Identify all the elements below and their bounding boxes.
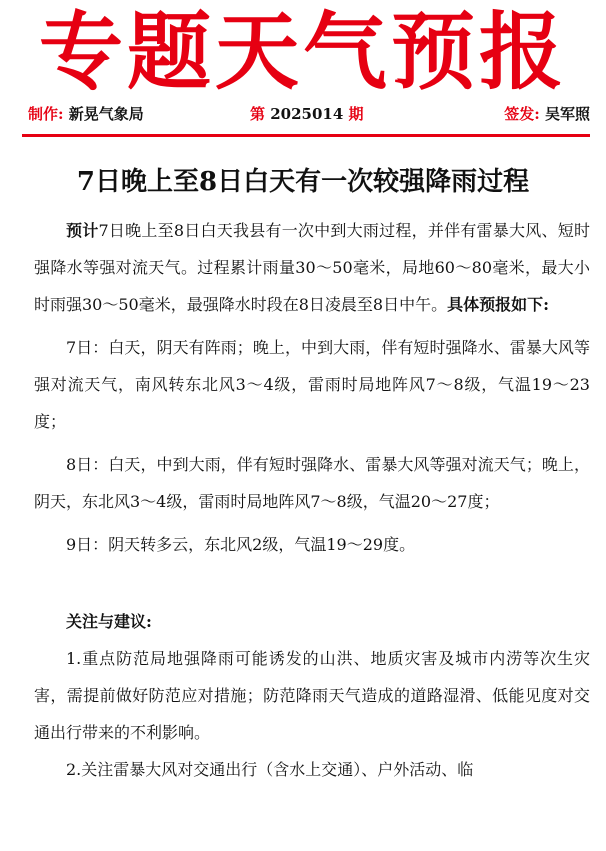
- issue-prefix: 第: [250, 105, 266, 123]
- issue-info-bar: [28, 102, 590, 126]
- signer-name: 吴军照: [544, 105, 590, 123]
- issue-number: 2025014: [270, 105, 344, 123]
- advice-item-2: 2.关注雷暴大风对交通出行（含水上交通）、户外活动、临: [66, 760, 474, 779]
- signer-label: 签发:: [504, 105, 540, 123]
- advice-heading: 关注与建议:: [66, 612, 152, 631]
- maker-name: 新晃气象局: [68, 105, 144, 123]
- header-divider: [22, 134, 590, 137]
- forecast-day-9: 9日：阴天转多云，东北风2级，气温19～29度。: [66, 535, 416, 554]
- maker-label: 制作:: [28, 105, 64, 123]
- intro-tail: 具体预报如下:: [447, 295, 550, 314]
- intro-lead: 预计: [66, 221, 99, 240]
- intro-text: 7日晚上至8日白天我县有一次中到大雨过程，并伴有雷暴大风、短时强降水等强对流天气。过程累计雨量30～50毫米，局地60～80毫米，最大小时雨强30～50毫米，最强降水时段在8日凌晨至8日中午。: [34, 221, 590, 314]
- forecast-day-7: 7日：白天，阴天有阵雨；晚上，中到大雨，伴有短时强降水、雷暴大风等强对流天气，南风转东北风3～4级，雷雨时局地阵风7～8级，气温19～23度；: [34, 338, 590, 431]
- forecast-day-8: 8日：白天，中到大雨，伴有短时强降水、雷暴大风等强对流天气；晚上，阴天，东北风3～4级，雷雨时局地阵风7～8级，气温20～27度；: [34, 455, 590, 511]
- issue-number-info: [250, 102, 364, 126]
- article-body: [34, 212, 590, 788]
- article-title: 7日晚上至8日白天有一次较强降雨过程: [76, 167, 530, 197]
- issue-suffix: 期: [348, 105, 364, 123]
- masthead-title: 专题天气预报: [38, 3, 567, 101]
- maker-info: [28, 102, 144, 126]
- advice-item-1: 1.重点防范局地强降雨可能诱发的山洪、地质灾害及城市内涝等次生灾害，需提前做好防范应对措施；防范降雨天气造成的道路湿滑、低能见度对交通出行带来的不利影响。: [34, 649, 590, 742]
- signer-info: [504, 102, 590, 126]
- intro-paragraph: [34, 212, 590, 323]
